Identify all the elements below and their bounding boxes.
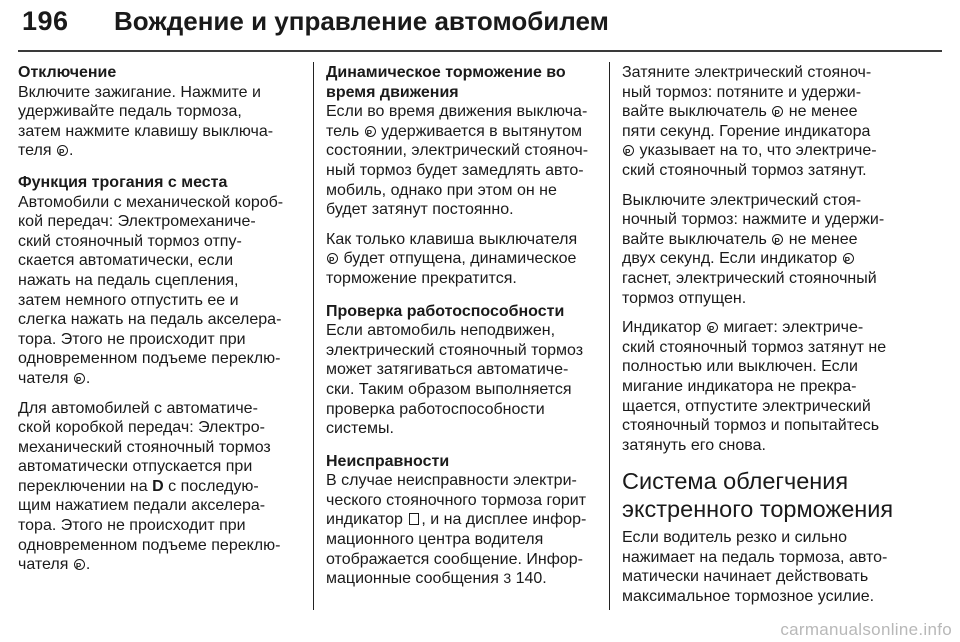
text-line: Если автомобиль неподвижен, xyxy=(326,322,556,340)
text-line: механический стояночный тормоз xyxy=(18,438,271,456)
section-title: Система облегчения экстренного торможения xyxy=(622,468,894,523)
text-line: будет затянут постоянно. xyxy=(326,201,514,219)
text-line: затем немного отпустить ее и xyxy=(18,291,239,309)
text-line: гаснет, электрический стояночный xyxy=(622,269,877,287)
page-number: 196 xyxy=(22,6,69,36)
text-line: Затяните электрический стояноч- xyxy=(622,64,872,81)
text-line: одновременном подъеме переклю- xyxy=(18,350,281,368)
text-line: одновременном подъеме переклю- xyxy=(18,536,281,554)
parking-brake-icon xyxy=(74,373,85,384)
text-line: вайте выключатель P не менее xyxy=(622,230,905,250)
section-heading: Отключение xyxy=(18,64,117,81)
paragraph xyxy=(326,102,609,220)
column-divider xyxy=(609,62,610,610)
text-line: пяти секунд. Горение индикатора xyxy=(622,122,871,140)
text-line: нажать на педаль сцепления, xyxy=(18,271,239,289)
text-line: полностью или выключен. Если xyxy=(622,358,858,376)
column-divider xyxy=(313,62,314,610)
text-line: матически начинает действовать xyxy=(622,568,869,586)
column-3 xyxy=(622,63,905,617)
text-line: стояночный тормоз и попытайтесь xyxy=(622,417,880,435)
text-line: чателя P . xyxy=(18,555,301,575)
parking-brake-icon xyxy=(623,145,634,156)
column-1 xyxy=(18,63,301,585)
text-line: проверка работоспособности xyxy=(326,400,545,418)
text-line: чателя P . xyxy=(18,369,301,389)
text-line: электрический стояночный тормоз xyxy=(326,341,584,359)
text-line: ский стояночный тормоз затянут не xyxy=(622,338,887,356)
text-line: затянуть его снова. xyxy=(622,436,766,454)
text-line: максимальное тормозное усилие. xyxy=(622,588,875,606)
text-line: торможение прекратится. xyxy=(326,269,517,287)
text-line: В случае неисправности электри- xyxy=(326,472,577,490)
text-line: слегка нажать на педаль акселера- xyxy=(18,311,282,329)
text-line: вайте выключатель P не менее xyxy=(622,102,905,122)
text-line: P будет отпущена, динамическое xyxy=(326,249,609,269)
paragraph xyxy=(326,321,609,439)
text-line: Как только клавиша выключателя xyxy=(326,230,578,248)
paragraph xyxy=(622,63,905,181)
paragraph xyxy=(622,318,905,455)
section-heading: Динамическое торможение во время движения xyxy=(326,64,566,101)
text-line: скается автоматически, если xyxy=(18,252,234,270)
text-line: затем нажмите клавишу выключа- xyxy=(18,122,274,140)
text-line: P указывает на то, что электриче- xyxy=(622,141,905,161)
text-line: автоматически отпускается при xyxy=(18,458,253,476)
text-line: ный тормоз будет замедлять авто- xyxy=(326,161,584,179)
text-line: Если водитель резко и сильно xyxy=(622,529,848,547)
parking-brake-icon xyxy=(57,145,68,156)
text-line: тора. Этого не происходит при xyxy=(18,517,246,535)
parking-brake-icon xyxy=(772,106,783,117)
page-reference-arrow-icon: 3 xyxy=(503,570,512,587)
text-line: системы. xyxy=(326,420,394,438)
text-line: ский стояночный тормоз отпу- xyxy=(18,232,242,250)
paragraph xyxy=(326,471,609,589)
parking-brake-icon xyxy=(843,253,854,264)
text-line: Включите зажигание. Нажмите и xyxy=(18,83,261,101)
section-heading: Проверка работоспособности xyxy=(326,302,565,320)
section-heading: Неисправности xyxy=(326,452,450,470)
text-line: состоянии, электрический стояноч- xyxy=(326,142,589,160)
page-title: Вождение и управление автомобилем xyxy=(114,6,609,36)
text-line: нажимает на педаль тормоза, авто- xyxy=(622,548,888,566)
paragraph xyxy=(18,83,301,161)
text-line: ный тормоз: потяните и удержи- xyxy=(622,83,862,101)
text-line: щим нажатием педали акселера- xyxy=(18,497,266,515)
paragraph xyxy=(18,399,301,575)
text-line: отображается сообщение. Инфор- xyxy=(326,550,583,568)
text-line: мобиль, однако при этом он не xyxy=(326,181,557,199)
text-line: теля P . xyxy=(18,141,301,161)
text-line: щается, отпустите электрический xyxy=(622,397,871,415)
text-line: ски. Таким образом выполняется xyxy=(326,380,572,398)
text-line: индикатор , и на дисплее инфор- xyxy=(326,511,587,529)
section-heading: Функция трогания с места xyxy=(18,173,228,191)
parking-brake-icon xyxy=(365,126,376,137)
text-line: Если во время движения выключа- xyxy=(326,103,588,121)
text-line: удерживайте педаль тормоза, xyxy=(18,103,242,121)
text-line: тора. Этого не происходит при xyxy=(18,330,246,348)
parking-brake-icon xyxy=(74,559,85,570)
text-line: мационного центра водителя xyxy=(326,531,544,549)
text-line: тель P удерживается в вытянутом xyxy=(326,122,609,142)
text-line: тормоз отпущен. xyxy=(622,289,747,307)
parking-brake-icon xyxy=(707,322,718,333)
text-line: двух секунд. Если индикатор P xyxy=(622,249,905,269)
text-line: ский стояночный тормоз затянут. xyxy=(622,161,867,179)
watermark: carmanualsonline.info xyxy=(780,620,952,639)
text-line: Автомобили с механической короб- xyxy=(18,193,284,211)
paragraph xyxy=(622,191,905,309)
paragraph xyxy=(326,230,609,289)
text-line: Индикатор P мигает: электриче- xyxy=(622,318,905,338)
parking-brake-icon xyxy=(772,234,783,245)
text-line: ночный тормоз: нажмите и удержи- xyxy=(622,211,885,229)
text-line: мационные сообщения 3 140. xyxy=(326,570,547,588)
brake-warning-icon xyxy=(409,513,419,525)
text-line: переключении на D с последую- xyxy=(18,477,259,495)
header-divider xyxy=(18,50,942,52)
text-line: ской коробкой передач: Электро- xyxy=(18,419,265,437)
text-line: может затягиваться автоматиче- xyxy=(326,361,569,379)
paragraph xyxy=(18,193,301,389)
text-line: кой передач: Электромеханиче- xyxy=(18,213,256,231)
text-line: ческого стояночного тормоза горит xyxy=(326,491,587,509)
text-line: Выключите электрический стоя- xyxy=(622,191,862,209)
text-line: мигание индикатора не прекра- xyxy=(622,377,857,395)
parking-brake-icon xyxy=(327,253,338,264)
page-header xyxy=(0,0,960,56)
text-line: Для автомобилей с автоматиче- xyxy=(18,399,258,417)
paragraph xyxy=(622,528,905,606)
column-2 xyxy=(326,63,609,599)
